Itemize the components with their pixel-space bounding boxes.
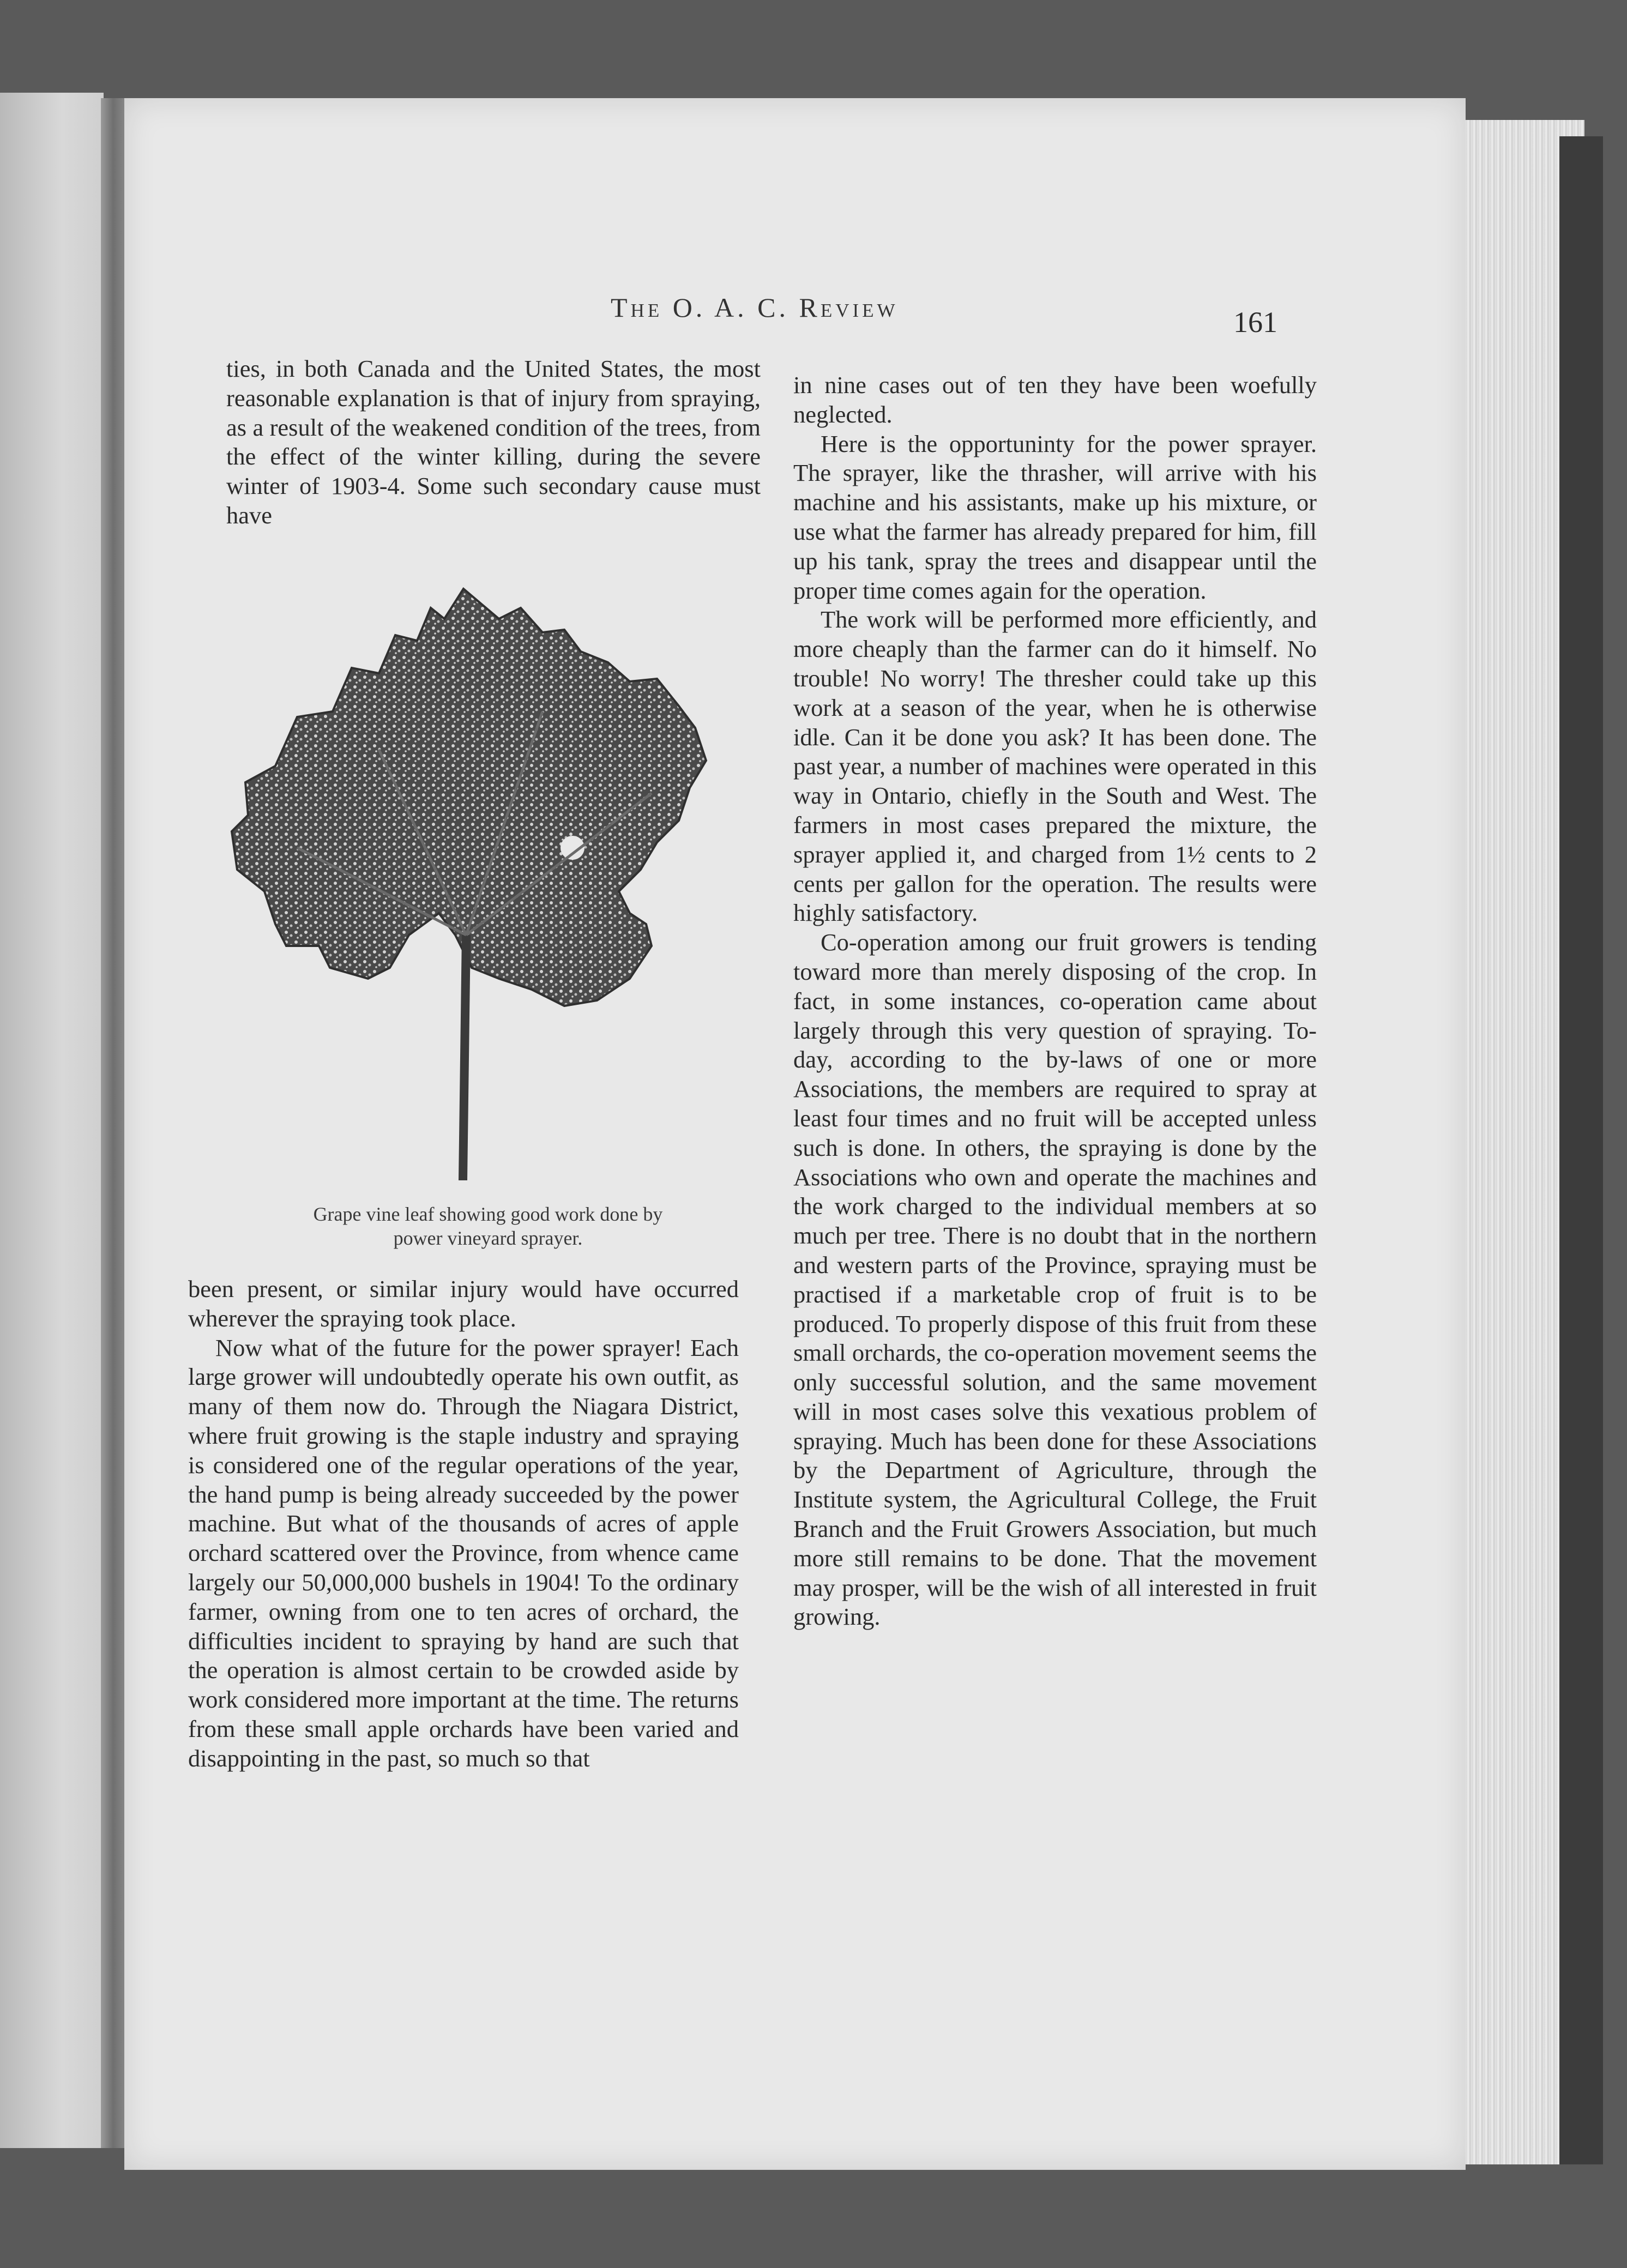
- figure-caption: [215, 1202, 761, 1250]
- right-paragraph-1: in nine cases out of ten they have been woefully neglected.: [793, 371, 1317, 428]
- right-paragraph-2: Here is the opportuninty for the power sprayer. The sprayer, like the thrasher, will arrive with his machine and his assistants, make up his mixture, or use what the farmer has already prepared for him, fill up his tank, spray the trees and disappear until the proper time comes again for the operation.: [793, 430, 1317, 604]
- left-column-top: [226, 354, 761, 530]
- caption-line-2: power vineyard sprayer.: [393, 1227, 583, 1249]
- grape-leaf-image: [215, 586, 750, 1197]
- caption-line-1: Grape vine leaf showing good work done by: [313, 1203, 663, 1225]
- running-title: The O. A. C. Review: [611, 292, 899, 323]
- grape-leaf-figure: [215, 586, 750, 1197]
- left-page-edge: [0, 93, 104, 2148]
- page-number: 161: [1233, 306, 1278, 339]
- left-bottom-paragraph-2: Now what of the future for the power sprayer! Each large grower will undoubtedly operate his own outfit, as many of them now do. Through the Niagara District, where fruit growing is the staple industry and spraying is considered one of the regular operations of the year, the hand pump is being already succeeded by the power machine. But what of the thousands of acres of apple orchard scattered over the Province, from whence came largely our 50,000,000 bushels in 1904! To the ordinary farmer, owning from one to ten acres of orchard, the difficulties incident to spraying by hand are such that the operation is almost certain to be crowded aside by work considered more important at the time. The returns from these small apple orchards have been varied and disappointing in the past, so much so that: [188, 1334, 739, 1772]
- book-cover-edge: [1559, 136, 1603, 2164]
- left-bottom-paragraph-1: been present, or similar injury would have occurred wherever the spraying took place.: [188, 1275, 739, 1332]
- right-paragraph-3: The work will be performed more efficiently, and more cheaply than the farmer can do it himself. No trouble! No worry! The thresher could take up this work at a season of the year, when he is otherwise idle. Can it be done you ask? It has been done. The past year, a number of machines were operated in this way in Ontario, chiefly in the South and West. The farmers in most cases prepared the mixture, the sprayer applied it, and charged from 1½ cents to 2 cents per gallon for the operation. The results were highly satisfactory.: [793, 606, 1317, 927]
- leaf-stem: [459, 935, 471, 1180]
- left-column-bottom: [188, 1275, 739, 1774]
- right-column: [793, 371, 1317, 1632]
- right-paragraph-4: Co-operation among our fruit growers is tending toward more than merely disposing of the crop. In fact, in some instances, co-operation came about largely through this very question of spraying. To-day, according to the by-laws of one or more Associations, the members are required to spray at least four times and no fruit will be accepted unless such is done. In others, the spraying is done by the Associations who own and operate the machines and the work charged to the individual members at so much per tree. There is no doubt that in the northern and western parts of the Province, spraying must be practised if a marketable crop of fruit is to be produced. To properly dispose of this fruit from these small orchards, the co-operation movement seems the only successful solution, and the same movement will in most cases solve this vexatious problem of spraying. Much has been done for these Associations by the Department of Agriculture, through the Institute system, the Agricultural College, the Fruit Branch and the Fruit Growers Association, but much more still remains to be done. That the movement may prosper, will be the wish of all interested in fruit growing.: [793, 928, 1317, 1631]
- left-top-paragraph: ties, in both Canada and the United States, the most reasonable explanation is that of injury from spraying, as a result of the weakened condition of the trees, from the effect of the winter killing, during the severe winter of 1903-4. Some such secondary cause must have: [226, 355, 761, 529]
